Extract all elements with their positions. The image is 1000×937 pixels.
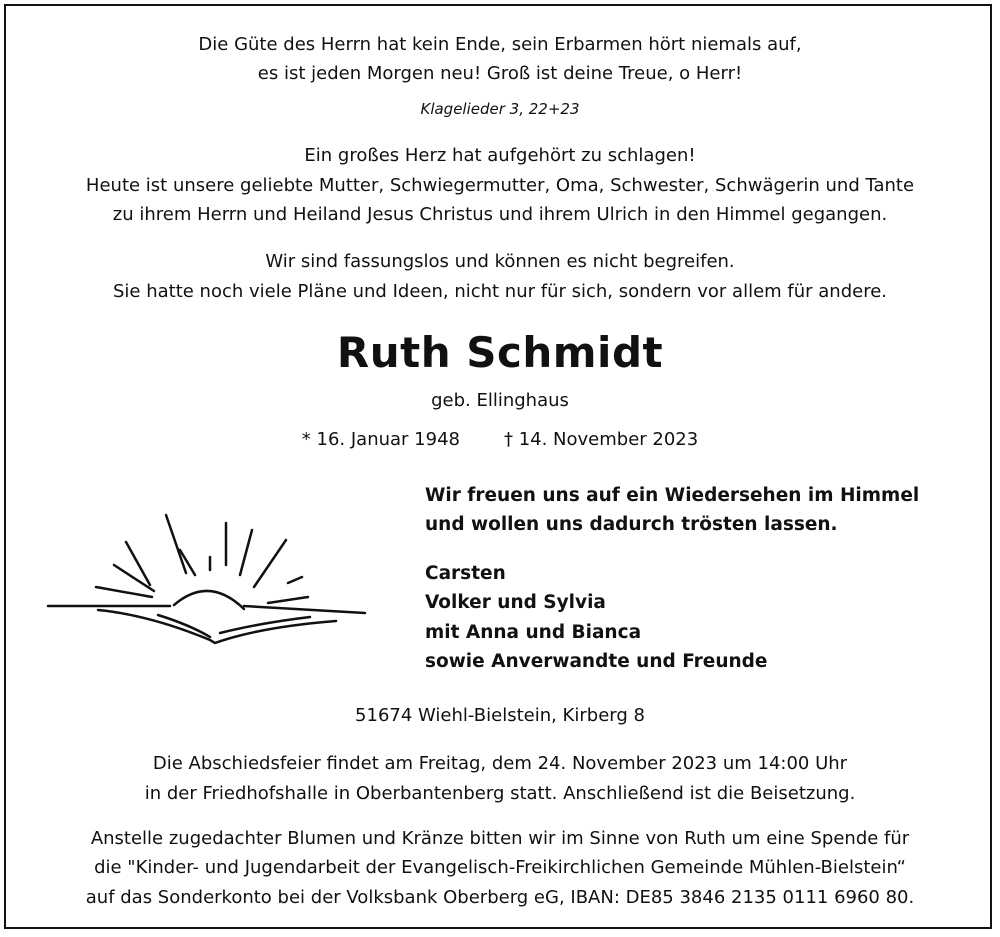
deceased-name: Ruth Schmidt (336, 328, 664, 377)
donation-line-3: auf das Sonderkonto bei der Volksbank Oberberg eG, IBAN: DE85 3846 2135 0111 6960 80. (85, 887, 915, 908)
ceremony-line-1: Die Abschiedsfeier findet am Freitag, dem 24. November 2023 um 14:00 Uhr (152, 753, 848, 774)
death-date: † 14. November 2023 (503, 429, 699, 450)
intro-line-2: Heute ist unsere geliebte Mutter, Schwiegermutter, Oma, Schwester, Schwägerin und Tante (85, 175, 915, 196)
grief-line-1: Wir sind fassungslos und können es nicht begreifen. (265, 251, 735, 272)
mourner-4: sowie Anverwandte und Freunde (425, 651, 768, 672)
donation-line-1: Anstelle zugedachter Blumen und Kränze bitten wir im Sinne von Ruth um eine Spende für (90, 828, 910, 849)
intro-line-1: Ein großes Herz hat aufgehört zu schlagen! (304, 145, 696, 166)
verse-line-1: Die Güte des Herrn hat kein Ende, sein Erbarmen hört niemals auf, (198, 34, 802, 55)
mourner-1: Carsten (425, 563, 506, 584)
birth-date: * 16. Januar 1948 (301, 429, 460, 450)
hope-line-2: und wollen uns dadurch trösten lassen. (425, 514, 838, 535)
ceremony-line-2: in der Friedhofshalle in Oberbantenberg statt. Anschließend ist die Beisetzung. (144, 783, 856, 804)
verse-citation: Klagelieder 3, 22+23 (420, 100, 580, 118)
intro-line-3: zu ihrem Herrn und Heiland Jesus Christus und ihrem Ulrich in den Himmel gegangen. (112, 204, 888, 225)
sunrise-icon (40, 505, 370, 645)
verse-line-2: es ist jeden Morgen neu! Groß ist deine Treue, o Herr! (257, 63, 743, 84)
maiden-name: geb. Ellinghaus (431, 390, 569, 411)
address: 51674 Wiehl-Bielstein, Kirberg 8 (355, 705, 645, 726)
hope-line-1: Wir freuen uns auf ein Wiedersehen im Himmel (425, 485, 920, 506)
mourner-3: mit Anna und Bianca (425, 622, 642, 643)
grief-line-2: Sie hatte noch viele Pläne und Ideen, nicht nur für sich, sondern vor allem für andere. (112, 281, 888, 302)
mourner-2: Volker und Sylvia (425, 592, 606, 613)
donation-line-2: die "Kinder- und Jugendarbeit der Evangelisch-Freikirchlichen Gemeinde Mühlen-Bielstein“ (94, 857, 906, 878)
life-dates (0, 429, 1000, 450)
